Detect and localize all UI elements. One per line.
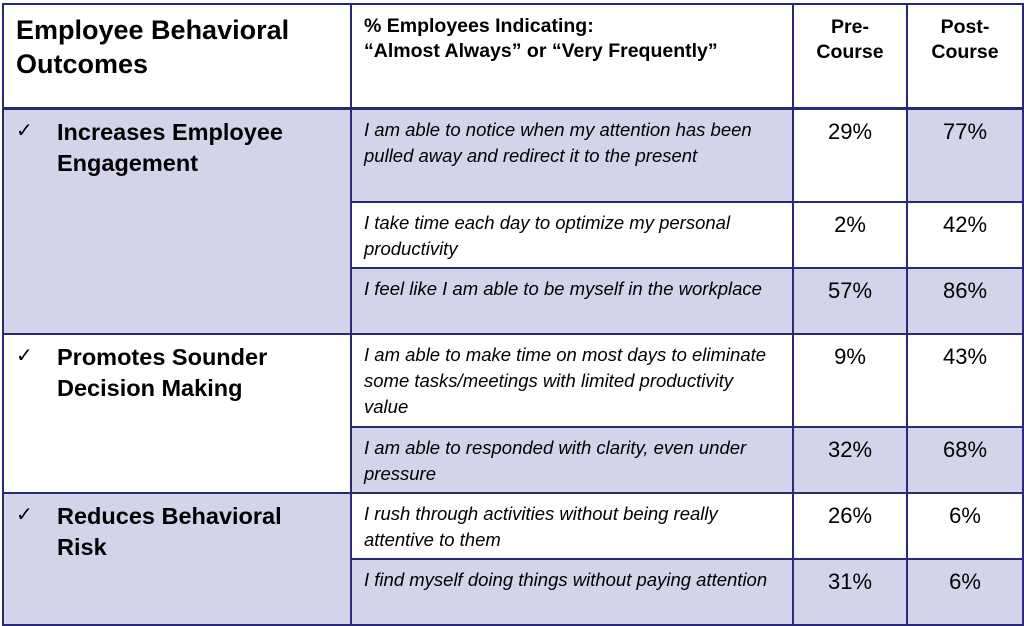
header-indicating bbox=[351, 4, 793, 109]
header-row bbox=[3, 4, 1023, 109]
header-pre-line1: Pre- bbox=[831, 16, 869, 38]
statement-cell: I rush through activities without being really attentive to them bbox=[351, 493, 793, 559]
table-row bbox=[3, 334, 1023, 427]
post-course-value: 6% bbox=[907, 559, 1023, 625]
post-course-value: 42% bbox=[907, 202, 1023, 268]
pre-course-value: 32% bbox=[793, 427, 907, 493]
statement-cell: I am able to responded with clarity, even under pressure bbox=[351, 427, 793, 493]
outcome-label-line1: Increases Employee bbox=[57, 119, 283, 145]
header-post-line2: Course bbox=[931, 41, 999, 63]
outcome-label-line2: Engagement bbox=[57, 150, 199, 176]
post-course-value: 43% bbox=[907, 334, 1023, 427]
check-icon: ✓ bbox=[16, 503, 33, 526]
header-post-course bbox=[907, 4, 1023, 109]
statement-cell: I take time each day to optimize my personal productivity bbox=[351, 202, 793, 268]
outcome-label-line1: Promotes Sounder bbox=[57, 343, 268, 370]
pre-course-value: 2% bbox=[793, 202, 907, 268]
header-post-line1: Post- bbox=[940, 16, 990, 38]
pre-course-value: 29% bbox=[793, 109, 907, 202]
header-indicating-line1: % Employees Indicating: bbox=[364, 15, 594, 37]
post-course-value: 86% bbox=[907, 268, 1023, 334]
outcome-label-line2: Decision Making bbox=[57, 374, 243, 401]
table-row bbox=[3, 109, 1023, 202]
outcome-engagement bbox=[3, 109, 351, 334]
header-outcomes-label: Employee Behavioral Outcomes bbox=[16, 15, 290, 79]
statement-cell: I find myself doing things without paying attention bbox=[351, 559, 793, 625]
statement-cell: I feel like I am able to be myself in the workplace bbox=[351, 268, 793, 334]
pre-course-value: 57% bbox=[793, 268, 907, 334]
table-row bbox=[3, 493, 1023, 559]
outcome-label-line1: Reduces Behavioral bbox=[57, 502, 282, 529]
check-icon: ✓ bbox=[16, 120, 33, 142]
header-pre-line2: Course bbox=[816, 41, 884, 63]
post-course-value: 6% bbox=[907, 493, 1023, 559]
header-outcomes bbox=[3, 4, 351, 109]
post-course-value: 77% bbox=[907, 109, 1023, 202]
outcome-behavioral-risk bbox=[3, 493, 351, 625]
statement-cell: I am able to make time on most days to eliminate some tasks/meetings with limited productivity value bbox=[351, 334, 793, 427]
check-icon: ✓ bbox=[16, 344, 33, 367]
post-course-value: 68% bbox=[907, 427, 1023, 493]
behavioral-outcomes-table bbox=[2, 3, 1024, 626]
header-pre-course bbox=[793, 4, 907, 109]
pre-course-value: 26% bbox=[793, 493, 907, 559]
pre-course-value: 9% bbox=[793, 334, 907, 427]
outcome-label-line2: Risk bbox=[57, 533, 107, 560]
outcome-decision-making bbox=[3, 334, 351, 493]
header-indicating-line2: “Almost Always” or “Very Frequently” bbox=[364, 40, 718, 62]
statement-cell: I am able to notice when my attention has been pulled away and redirect it to the present bbox=[351, 109, 793, 202]
pre-course-value: 31% bbox=[793, 559, 907, 625]
